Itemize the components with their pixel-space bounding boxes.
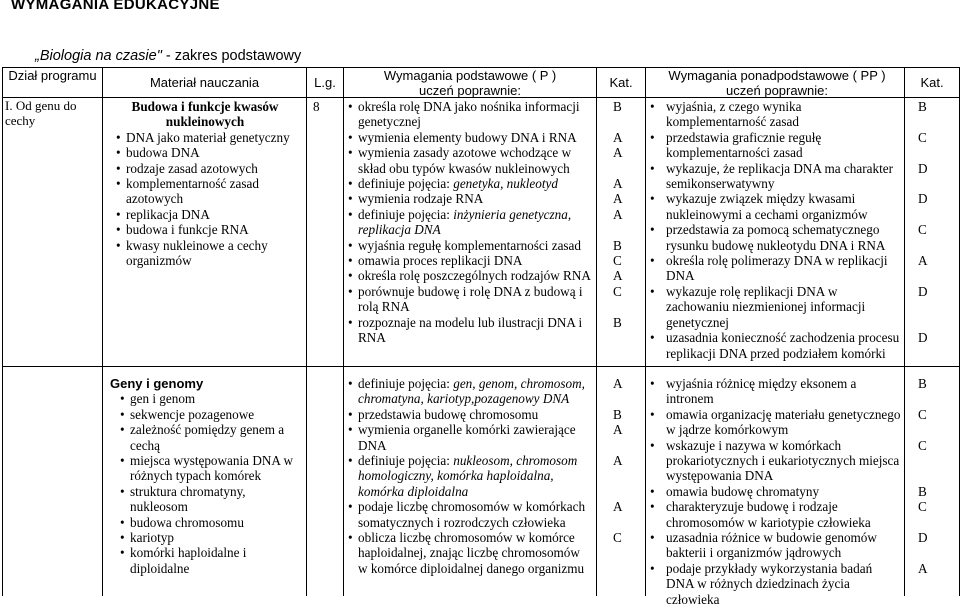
requirement-item: • charakteryzuje budowę i rodzaje chromosomów w kariotypie człowieka (650, 499, 902, 530)
material-cell-1 (116, 99, 294, 268)
material-item: • rodzaje zasad azotowych (116, 161, 294, 176)
category-label: B (918, 376, 927, 391)
requirement-term: genetyka, nukleotyd (453, 176, 558, 192)
requirement-text: wyjaśnia regułę komplementarności zasad (358, 237, 582, 253)
category-label: C (918, 130, 927, 145)
requirement-item: • wskazuje i nazywa w komórkach prokariotycznych i eukariotycznych miejsca występowania DNA (650, 438, 902, 484)
category-label: D (918, 530, 928, 545)
requirement-text: określa rolę DNA jako nośnika informacji genetycznej (358, 99, 580, 130)
row-divider (2, 366, 960, 367)
category-label: B (613, 315, 622, 330)
requirement-text: wymienia elementy budowy DNA i RNA (358, 129, 577, 145)
header-kat-1: Kat. (609, 75, 633, 90)
material-item: • zależność pomiędzy genem a cechą (120, 422, 296, 453)
requirement-item (348, 268, 592, 283)
category-label: A (613, 145, 623, 160)
requirement-item (348, 191, 592, 206)
col-divider-2 (306, 67, 307, 596)
header-ponadpodstawowe: Wymagania ponadpodstawowe ( PP ) uczeń poprawnie: (668, 68, 886, 98)
page-title: WYMAGANIA EDUKACYJNE (11, 0, 220, 13)
category-label: A (613, 130, 623, 145)
material-list (116, 130, 294, 269)
category-label: A (613, 207, 623, 222)
requirement-item: • przedstawia za pomocą schematycznego rysunku budowę nukleotydu DNA i RNA (650, 222, 902, 253)
requirement-text: definiuje pojęcia: (358, 453, 454, 469)
requirement-text: definiuje pojęcia: (358, 176, 454, 192)
requirement-term: nukleosom, chromosom homologiczny, komórka haploidalna, komórka diploidalna (358, 453, 578, 499)
requirement-item (348, 376, 592, 407)
col-divider-6 (904, 67, 905, 596)
col-divider-5 (645, 67, 646, 596)
requirement-item (348, 145, 592, 176)
material-item: • kariotyp (120, 530, 296, 545)
category-label: B (613, 407, 622, 422)
requirement-item (348, 253, 592, 268)
table-left-border (2, 67, 3, 596)
requirement-text: omawia proces replikacji DNA (358, 253, 523, 269)
category-label: D (918, 191, 928, 206)
requirement-item (348, 407, 592, 422)
col-divider-1 (102, 67, 103, 596)
requirement-item (348, 422, 592, 453)
requirement-text: rozpoznaje na modelu lub ilustracji DNA i RNA (358, 314, 583, 346)
material-item: • budowa chromosomu (120, 515, 296, 530)
requirement-item (348, 176, 592, 191)
requirement-term: inżynieria genetyczna, replikacja DNA (358, 206, 572, 238)
category-label: B (918, 99, 927, 114)
header-kat-2: Kat. (920, 75, 944, 90)
requirement-text: określa rolę poszczególnych rodzajów RNA (358, 268, 591, 284)
category-label: A (613, 499, 623, 514)
material-item: • budowa DNA (116, 145, 294, 160)
requirement-item (348, 238, 592, 253)
requirement-item: • określa rolę polimerazy DNA w replikacji DNA (650, 253, 902, 284)
requirement-text: oblicza liczbę chromosomów w komórce haploidalnej, znając liczbę chromosomów w komórce diploidalnej danego organizmu (358, 530, 585, 576)
material-item: • sekwencje pozagenowe (120, 407, 296, 422)
requirement-item: • wyjaśnia różnicę między eksonem a intronem (650, 376, 902, 407)
ponadpodstawowe-list-2 (650, 376, 902, 607)
material-item: • replikacja DNA (116, 207, 294, 222)
material-cell-2 (110, 376, 296, 576)
category-label: A (613, 376, 623, 391)
requirement-text: podaje liczbę chromosomów w komórkach somatycznych i rozrodczych człowieka (358, 499, 586, 530)
material-item: • komórki haploidalne i diploidalne (120, 545, 296, 576)
category-label: D (918, 161, 928, 176)
material-title: Budowa i funkcje kwasów nukleinowych (131, 99, 279, 130)
requirement-item: • wykazuje, że replikacja DNA ma charakter semikonserwatywny (650, 161, 902, 192)
material-list (110, 391, 296, 576)
requirement-item: • przedstawia graficznie regułę komplementarności zasad (650, 130, 902, 161)
requirement-item: • omawia budowę chromatyny (650, 484, 902, 499)
category-label: A (918, 561, 928, 576)
category-label: A (613, 453, 623, 468)
podstawowe-list-2 (348, 376, 592, 576)
category-label: B (613, 99, 622, 114)
requirement-item: • uzasadnia różnice w budowie genomów bakterii i organizmów jądrowych (650, 530, 902, 561)
requirement-text: wymienia zasady azotowe wchodzące w skład obu typów kwasów nukleinowych (358, 145, 572, 176)
subtitle-plain: - zakres podstawowy (165, 48, 302, 64)
document-subtitle (35, 49, 301, 64)
category-label: C (918, 222, 927, 237)
header-podstawowe: Wymagania podstawowe ( P ) uczeń poprawnie: (383, 68, 557, 98)
category-label: A (613, 176, 623, 191)
category-label: B (613, 238, 622, 253)
category-label: C (613, 284, 622, 299)
requirement-text: porównuje budowę i rolę DNA z budową i rolą RNA (358, 283, 583, 315)
subtitle-italic: „Biologia na czasie" (35, 48, 162, 64)
ponadpodstawowe-list-1 (650, 99, 902, 361)
requirement-item (348, 453, 592, 499)
col-divider-3 (343, 67, 344, 596)
requirement-item: • wykazuje rolę replikacji DNA w zachowaniu niezmienionej informacji genetycznej (650, 284, 902, 330)
category-label: D (918, 284, 928, 299)
category-label: C (918, 407, 927, 422)
requirement-item (348, 207, 592, 238)
header-dzial: Dział programu (8, 68, 97, 83)
material-item: • kwasy nukleinowe a cechy organizmów (116, 238, 294, 269)
header-lg: L.g. (314, 75, 336, 90)
material-item: • DNA jako materiał genetyczny (116, 130, 294, 145)
requirement-item (348, 130, 592, 145)
category-label: C (918, 438, 927, 453)
requirement-text: przedstawia budowę chromosomu (358, 406, 539, 422)
material-item: • miejsca występowania DNA w różnych typach komórek (120, 453, 296, 484)
category-label: D (918, 330, 928, 345)
category-label: A (613, 191, 623, 206)
dzial-cell: I. Od genu do cechy (5, 98, 77, 129)
requirement-term: gen, genom, chromosom, chromatyna, kariotyp,pozagenowy DNA (358, 376, 585, 407)
requirement-item: • wykazuje związek między kwasami nukleinowymi a cechami organizmów (650, 191, 902, 222)
requirement-item: • omawia organizację materiału genetycznego w jądrze komórkowym (650, 407, 902, 438)
requirement-item (348, 315, 592, 346)
requirement-item (348, 284, 592, 315)
requirement-item (348, 499, 592, 530)
requirement-text: wymienia rodzaje RNA (358, 191, 484, 207)
lg-cell: 8 (313, 99, 320, 114)
requirement-text: definiuje pojęcia: (358, 376, 454, 391)
material-item: • budowa i funkcje RNA (116, 222, 294, 237)
requirement-item: • uzasadnia konieczność zachodzenia procesu replikacji DNA przed podziałem komórki (650, 330, 902, 361)
category-label: C (613, 530, 622, 545)
requirement-item (348, 99, 592, 130)
category-label: C (918, 499, 927, 514)
podstawowe-list-1 (348, 99, 592, 346)
material-item: • gen i genom (120, 391, 296, 406)
category-label: C (613, 253, 622, 268)
header-material: Materiał nauczania (149, 75, 260, 90)
requirement-item (348, 530, 592, 576)
col-divider-4 (596, 67, 597, 596)
material-item: • struktura chromatyny, nukleosom (120, 484, 296, 515)
category-label: B (918, 484, 927, 499)
category-label: A (613, 268, 623, 283)
requirement-item: • wyjaśnia, z czego wynika komplementarność zasad (650, 99, 902, 130)
material-title: Geny i genomy (110, 376, 204, 391)
material-item: • komplementarność zasad azotowych (116, 176, 294, 207)
requirement-item: • podaje przykłady wykorzystania badań DNA w różnych dziedzinach życia człowieka (650, 561, 902, 607)
requirement-text: wymienia organelle komórki zawierające DNA (358, 422, 576, 453)
category-label: A (613, 422, 623, 437)
category-label: A (918, 253, 928, 268)
requirement-text: definiuje pojęcia: (358, 206, 454, 222)
